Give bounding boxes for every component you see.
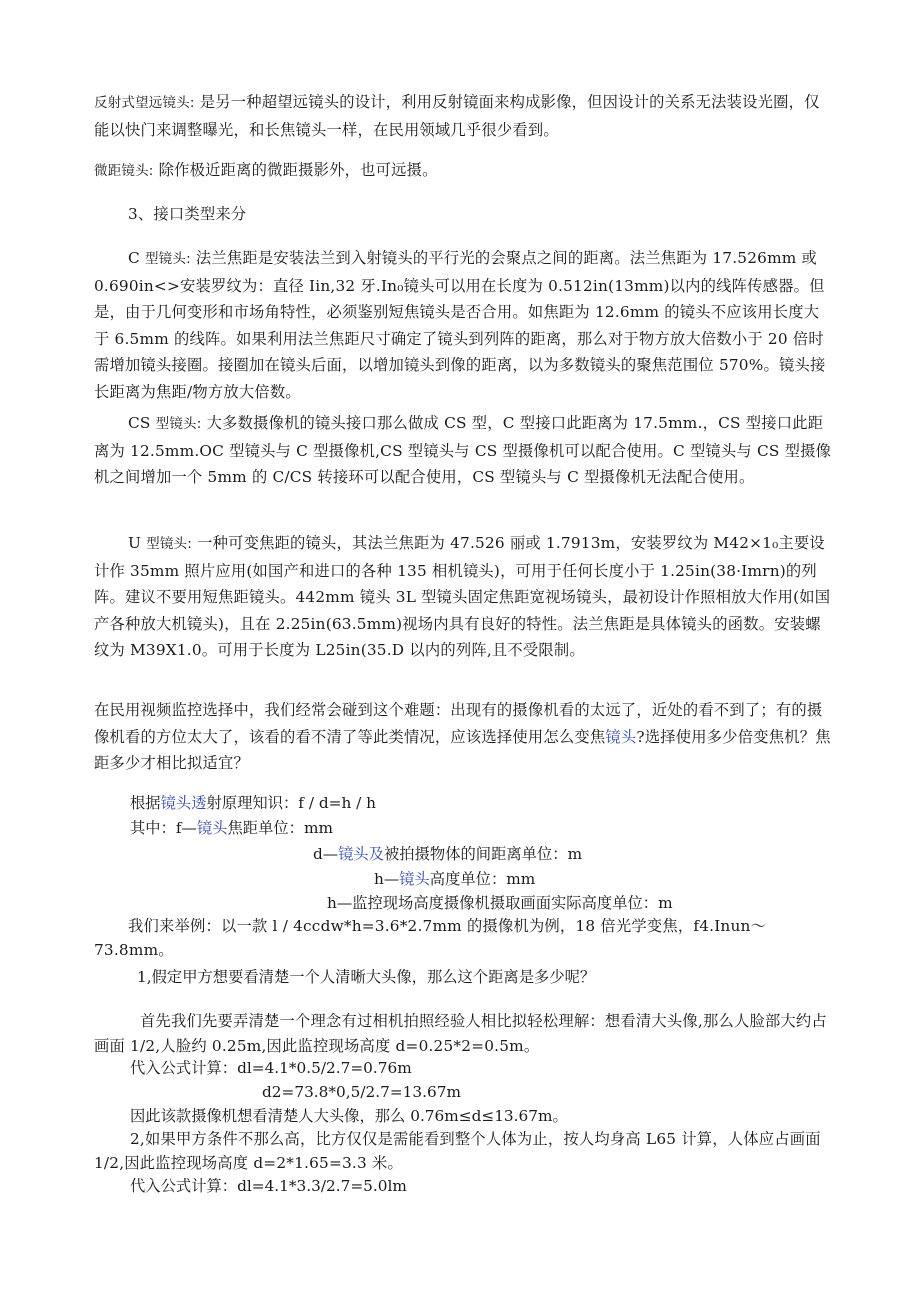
distance-lens-link[interactable]: 镜头及 <box>338 845 384 863</box>
reflex-lens-text: 是另一种超望远镜头的设计，利用反射镜面来构成影像，但因设计的关系无法装设光圈，仅能以快门来调整曝光，和长焦镜头一样，在民用领域几乎很少看到。 <box>94 93 820 139</box>
macro-lens-text: 除作极近距离的微距摄影外，也可远摄。 <box>153 161 438 179</box>
principle-line <box>130 790 376 816</box>
u-mount-text: 一种可变焦距的镜头，其法兰焦距为 47.526 丽或 1.7913m，安装罗纹为 M42×1₀主要设计作 35mm 照片应用(如国产和进口的各种 135 相机镜头)，可用于任何长度小于 1.25in(38·Imrn)的列阵。建议不要用短焦距镜头。442mm 镜头 3L 型镜头固定焦距宽视场镜头，最初设计作照相放大作用(如国产各种放大机镜头)，且在 2.25in(63.5mm)视场内具有良好的特性。法兰焦距是具体镜头的函数。安装螺纹为 M39X1.0。可用于长度为 L25in(35.D 以内的列阵,且不受限制。 <box>94 534 831 659</box>
cs-mount-prefix: CS <box>128 414 156 432</box>
question-2-paragraph: 2,如果甲方条件不那么高，比方仅仅是需能看到整个人体为止，按人均身高 L65 计算，人体应占画面 1/2,因此监控现场高度 d=2*1.65=3.3 米。 <box>94 1130 821 1172</box>
c-mount-text: 法兰焦距是安装法兰到入射镜头的平行光的会聚点之间的距离。法兰焦距为 17.526mm 或 0.690in<>安装罗纹为：直径 Iin,32 牙.In₀镜头可以用在长度为 0.512in(13mm)以内的线阵传感器。但是，由于几何变形和市场角特性，必须鉴别短焦镜头是否合用。如焦距为 12.6mm 的镜头不应该用长度大于 6.5mm 的线阵。如果利用法兰焦距尺寸确定了镜头到列阵的距离，那么对于物方放大倍数小于 20 倍时需增加镜头接圈。接圈加在镜头后面，以增加镜头到像的距离，以为多数镜头的聚焦范围位 570%。镜头接长距离为焦距/物方放大倍数。 <box>94 249 826 401</box>
c-mount-prefix: C <box>128 249 145 267</box>
intro-paragraph <box>94 697 834 777</box>
question-1-explanation: 首先我们先要弄清楚一个理念有过相机拍照经验人相比拟轻松理解：想看清大头像,那么人脸部大约占画面 1/2,人脸约 0.25m,因此监控现场高度 d=0.25*2=0.5m。 <box>94 1012 827 1055</box>
reflex-lens-paragraph <box>94 89 834 143</box>
question-1: 1,假定甲方想要看清楚一个人清晰大头像，那么这个距离是多少呢？ <box>137 968 596 986</box>
where-d-text-after: 被拍摄物体的间距离单位：m <box>384 845 583 863</box>
calc-1-d1: 代入公式计算：dl=4.1*0.5/2.7=0.76m <box>130 1059 412 1077</box>
u-mount-term: 型镜头: <box>146 536 193 552</box>
cs-mount-paragraph <box>94 410 834 491</box>
interface-heading: 3、接口类型来分 <box>128 205 247 223</box>
where-d-text-before: d— <box>313 845 339 863</box>
calc-1-d2: d2=73.8*0,5/2.7=13.67m <box>262 1083 461 1101</box>
where-f-text-before: 其中：f— <box>130 819 197 837</box>
where-f-text-after: 焦距单位：mm <box>227 819 333 837</box>
height-lens-link[interactable]: 镜头 <box>399 870 430 888</box>
lens-link[interactable]: 镜头 <box>605 727 637 746</box>
cs-mount-text: 大多数摄像机的镜头接口那么做成 CS 型，C 型接口此距离为 17.5mm.，CS 型接口此距离为 12.5mm.OC 型镜头与 C 型摄像机,CS 型镜头与 CS 型摄像机可以配合使用。C 型镜头与 CS 型摄像机之间增加一个 5mm 的 C/CS 转接环可以配合使用，CS 型镜头与 C 型摄像机无法配合使用。 <box>94 414 832 486</box>
where-h-text-after: 高度单位：mm <box>429 870 536 888</box>
result-1: 因此该款摄像机想看清楚人大头像，那么 0.76m≤d≤13.67m。 <box>130 1107 568 1125</box>
where-f-line <box>130 815 333 841</box>
where-scene-height-line: h—监控现场高度摄像机摄取画面实际高度单位：m <box>327 894 673 912</box>
u-mount-paragraph <box>94 530 834 664</box>
macro-lens-term: 微距镜头: <box>94 163 154 179</box>
reflex-lens-term: 反射式望远镜头: <box>94 95 195 111</box>
u-mount-prefix: U <box>128 534 147 552</box>
macro-lens-paragraph <box>94 157 834 185</box>
example-paragraph: 我们来举例：以一款 l / 4ccdw*h=3.6*2.7mm 的摄像机为例，18 倍光学变焦，f4.Inun～73.8mm。 <box>94 917 767 959</box>
principle-text-before: 根据 <box>130 794 161 812</box>
calc-2-d1: 代入公式计算：dl=4.1*3.3/2.7=5.0lm <box>130 1177 407 1195</box>
where-h-line <box>374 866 535 892</box>
focal-lens-link[interactable]: 镜头 <box>196 819 228 837</box>
principle-text-after: 射原理知识：f / d=h / h <box>206 794 377 812</box>
c-mount-paragraph <box>94 245 834 405</box>
c-mount-term: 型镜头: <box>144 251 191 267</box>
intro-text-2: ?选择使用多少倍变焦机？焦距多少才相比拟适宜？ <box>94 727 831 772</box>
where-d-line <box>313 841 582 867</box>
lens-transmission-link[interactable]: 镜头透 <box>160 794 207 812</box>
cs-mount-term: 型镜头: <box>155 416 202 432</box>
intro-text-1: 在民用视频监控选择中，我们经常会碰到这个难题：出现有的摄像机看的太远了，近处的看不到了；有的摄像机看的方位太大了，该看的看不清了等此类情况，应该选择使用怎么变焦 <box>94 701 823 746</box>
where-h-text-before: h— <box>374 870 400 888</box>
